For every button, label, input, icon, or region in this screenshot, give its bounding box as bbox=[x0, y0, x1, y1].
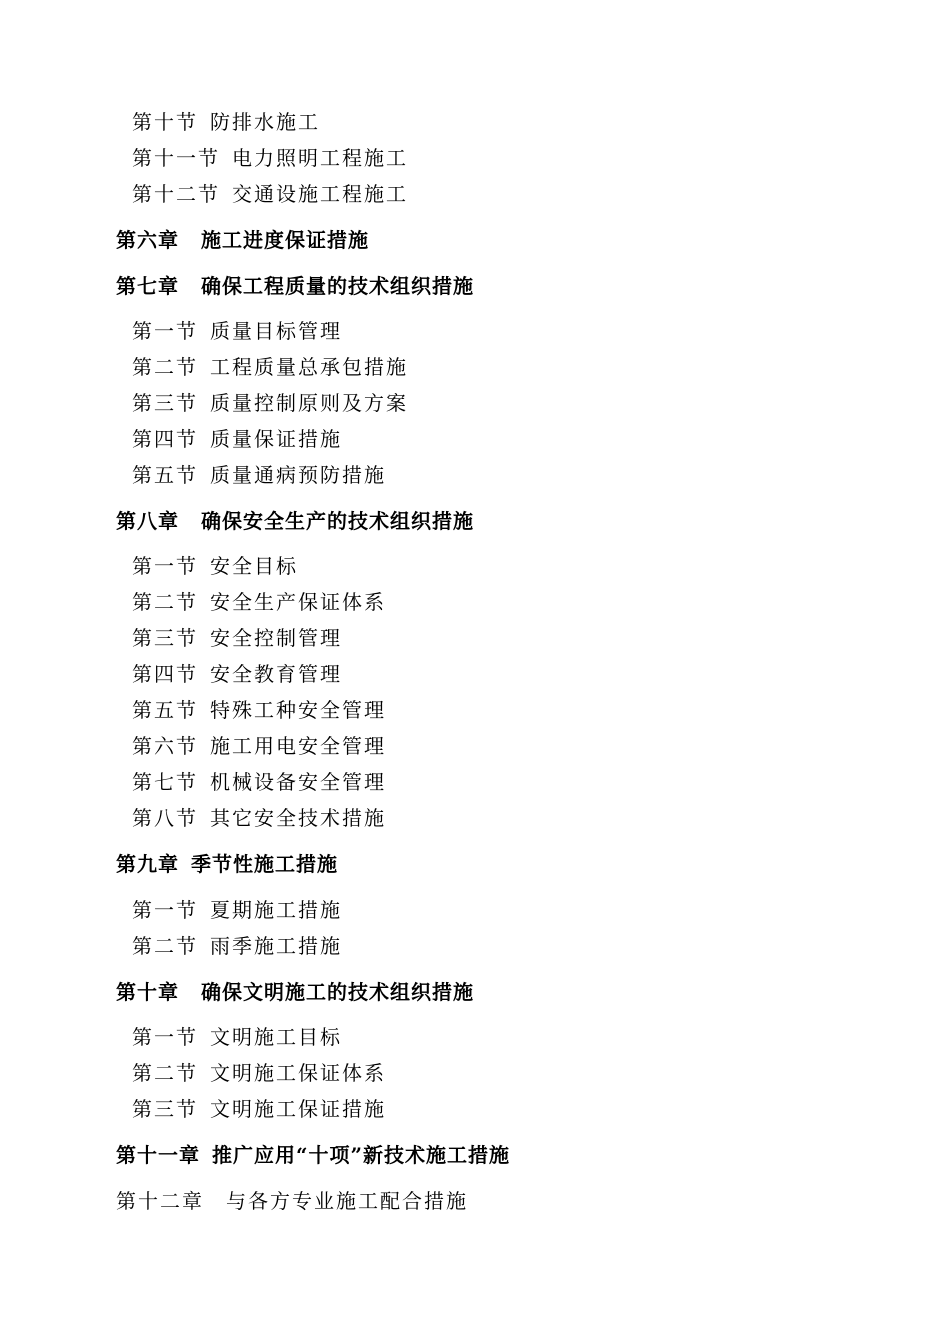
section-number: 第二节 bbox=[132, 355, 198, 379]
section-title: 雨季施工措施 bbox=[210, 934, 342, 958]
toc-section-entry[interactable] bbox=[132, 804, 386, 832]
section-title: 夏期施工措施 bbox=[210, 898, 342, 922]
toc-section-entry[interactable] bbox=[132, 552, 298, 580]
section-title: 交通设施工程施工 bbox=[232, 182, 408, 206]
chapter-number: 第八章 bbox=[116, 509, 179, 533]
section-number: 第七节 bbox=[132, 770, 198, 794]
section-number: 第一节 bbox=[132, 1025, 198, 1049]
section-number: 第三节 bbox=[132, 391, 198, 415]
section-number: 第六节 bbox=[132, 734, 198, 758]
chapter-number: 第七章 bbox=[116, 274, 179, 298]
chapter-title: 季节性施工措施 bbox=[191, 852, 338, 876]
section-number: 第十一节 bbox=[132, 146, 220, 170]
chapter-title: 推广应用“十项”新技术施工措施 bbox=[212, 1143, 511, 1167]
toc-section-entry[interactable] bbox=[132, 696, 386, 724]
toc-chapter-entry[interactable] bbox=[116, 226, 369, 254]
chapter-number: 第十章 bbox=[116, 980, 179, 1004]
chapter-title: 确保安全生产的技术组织措施 bbox=[201, 509, 474, 533]
toc-section-entry[interactable] bbox=[132, 1059, 386, 1087]
section-title: 电力照明工程施工 bbox=[232, 146, 408, 170]
toc-section-entry[interactable] bbox=[132, 317, 342, 345]
section-title: 机械设备安全管理 bbox=[210, 770, 386, 794]
chapter-title: 确保文明施工的技术组织措施 bbox=[201, 980, 474, 1004]
toc-section-entry[interactable] bbox=[132, 1095, 386, 1123]
toc-section-entry[interactable] bbox=[132, 353, 408, 381]
chapter-title: 施工进度保证措施 bbox=[201, 228, 369, 252]
section-title: 文明施工目标 bbox=[210, 1025, 342, 1049]
toc-section-entry[interactable] bbox=[132, 896, 342, 924]
section-title: 施工用电安全管理 bbox=[210, 734, 386, 758]
toc-section-entry[interactable] bbox=[132, 108, 320, 136]
section-title: 质量保证措施 bbox=[210, 427, 342, 451]
section-number: 第三节 bbox=[132, 1097, 198, 1121]
section-number: 第二节 bbox=[132, 1061, 198, 1085]
toc-chapter-entry[interactable] bbox=[116, 850, 338, 878]
toc-section-entry[interactable] bbox=[132, 732, 386, 760]
section-number: 第三节 bbox=[132, 626, 198, 650]
section-number: 第一节 bbox=[132, 898, 198, 922]
section-title: 文明施工保证体系 bbox=[210, 1061, 386, 1085]
section-number: 第二节 bbox=[132, 934, 198, 958]
section-title: 文明施工保证措施 bbox=[210, 1097, 386, 1121]
section-number: 第五节 bbox=[132, 698, 198, 722]
toc-section-entry[interactable] bbox=[132, 932, 342, 960]
section-title: 安全生产保证体系 bbox=[210, 590, 386, 614]
toc-section-entry[interactable] bbox=[132, 768, 386, 796]
toc-section-entry[interactable] bbox=[132, 425, 342, 453]
section-number: 第十节 bbox=[132, 110, 198, 134]
toc-chapter-entry[interactable] bbox=[116, 1187, 468, 1215]
toc-section-entry[interactable] bbox=[132, 660, 342, 688]
section-title: 安全控制管理 bbox=[210, 626, 342, 650]
section-title: 特殊工种安全管理 bbox=[210, 698, 386, 722]
toc-chapter-entry[interactable] bbox=[116, 978, 474, 1006]
toc-section-entry[interactable] bbox=[132, 389, 408, 417]
section-number: 第四节 bbox=[132, 662, 198, 686]
toc-section-entry[interactable] bbox=[132, 144, 408, 172]
chapter-title: 与各方专业施工配合措施 bbox=[226, 1189, 468, 1213]
toc-chapter-entry[interactable] bbox=[116, 507, 474, 535]
section-title: 工程质量总承包措施 bbox=[210, 355, 408, 379]
toc-section-entry[interactable] bbox=[132, 1023, 342, 1051]
chapter-number: 第十一章 bbox=[116, 1143, 200, 1167]
toc-section-entry[interactable] bbox=[132, 624, 342, 652]
chapter-number: 第十二章 bbox=[116, 1189, 204, 1213]
section-number: 第十二节 bbox=[132, 182, 220, 206]
chapter-number: 第六章 bbox=[116, 228, 179, 252]
section-number: 第一节 bbox=[132, 554, 198, 578]
section-number: 第五节 bbox=[132, 463, 198, 487]
section-title: 安全目标 bbox=[210, 554, 298, 578]
section-title: 质量通病预防措施 bbox=[210, 463, 386, 487]
section-number: 第八节 bbox=[132, 806, 198, 830]
toc-chapter-entry[interactable] bbox=[116, 272, 474, 300]
section-number: 第一节 bbox=[132, 319, 198, 343]
section-title: 质量目标管理 bbox=[210, 319, 342, 343]
chapter-title: 确保工程质量的技术组织措施 bbox=[201, 274, 474, 298]
section-title: 防排水施工 bbox=[210, 110, 320, 134]
section-number: 第二节 bbox=[132, 590, 198, 614]
toc-section-entry[interactable] bbox=[132, 461, 386, 489]
toc-chapter-entry[interactable] bbox=[116, 1141, 510, 1169]
section-title: 安全教育管理 bbox=[210, 662, 342, 686]
section-title: 质量控制原则及方案 bbox=[210, 391, 408, 415]
chapter-number: 第九章 bbox=[116, 852, 179, 876]
section-number: 第四节 bbox=[132, 427, 198, 451]
toc-section-entry[interactable] bbox=[132, 588, 386, 616]
section-title: 其它安全技术措施 bbox=[210, 806, 386, 830]
toc-section-entry[interactable] bbox=[132, 180, 408, 208]
